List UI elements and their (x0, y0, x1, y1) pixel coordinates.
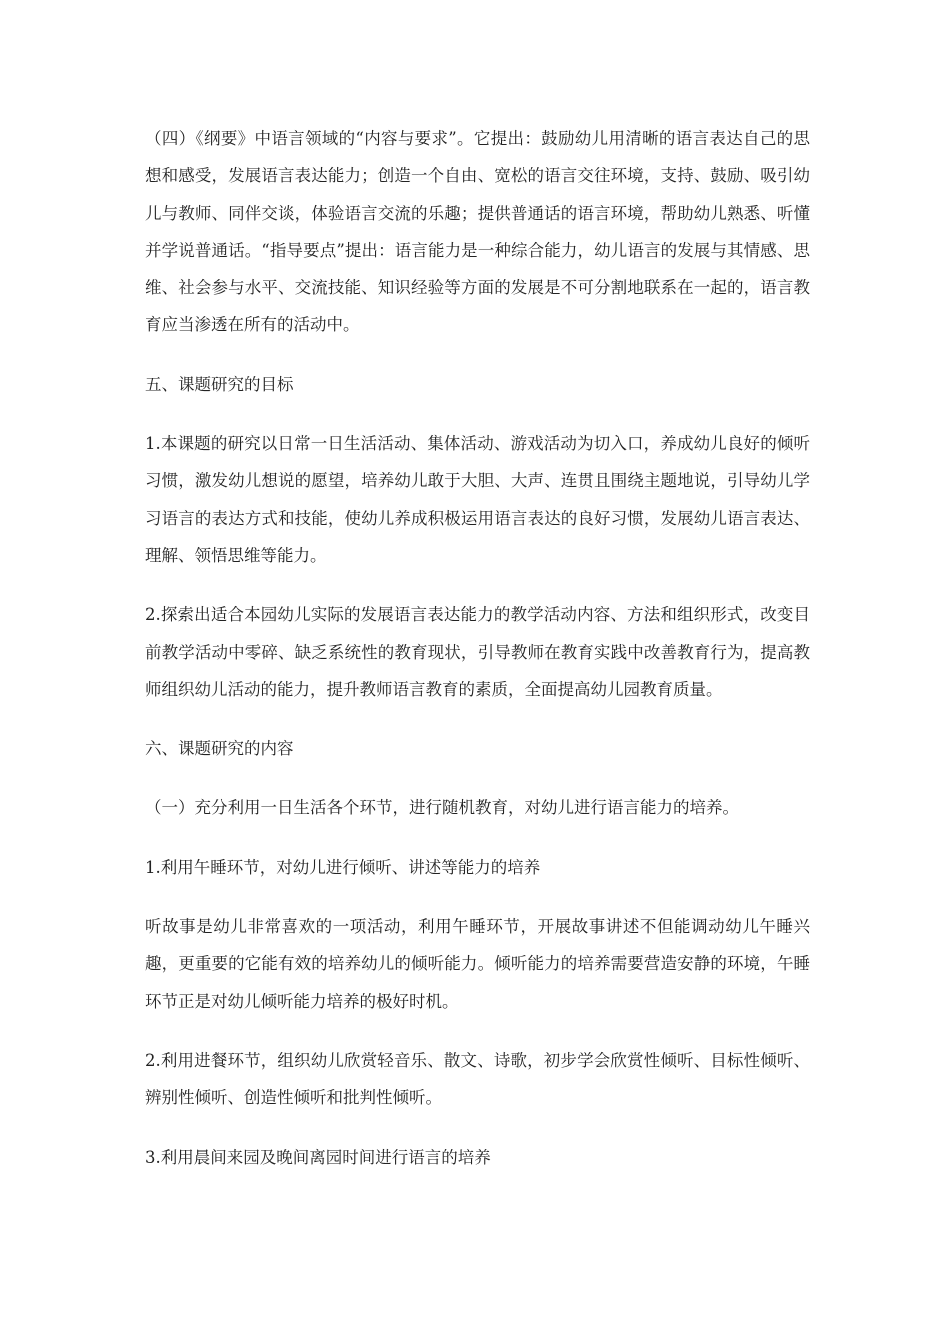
section-heading-goals: 五、课题研究的目标 (145, 374, 294, 394)
paragraph-goal-1: 1.本课题的研究以日常一日生活活动、集体活动、游戏活动为切入口，养成幼儿良好的倾听习惯，激发幼儿想说的愿望，培养幼儿敢于大胆、大声、连贯且围绕主题地说，引导幼儿学习语言的表达方式和技能，使幼儿养成积极运用语言表达的良好习惯，发展幼儿语言表达、理解、领悟思维等能力。 (145, 434, 810, 565)
item-heading-arrival-departure: 3.利用晨间来园及晚间离园时间进行语言的培养 (145, 1147, 491, 1167)
section-heading-content: 六、课题研究的内容 (145, 739, 294, 759)
document-body (145, 120, 810, 1198)
item-heading-nap: 1.利用午睡环节，对幼儿进行倾听、讲述等能力的培养 (145, 857, 541, 877)
paragraph-guideline-language: （四）《纲要》中语言领域的“内容与要求”。它提出：鼓励幼儿用清晰的语言表达自己的思想和感受，发展语言表达能力；创造一个自由、宽松的语言交往环境，支持、鼓励、吸引幼儿与教师、同伴交谈，体验语言交流的乐趣；提供普通话的语言环境，帮助幼儿熟悉、听懂并学说普通话。“指导要点”提出：语言能力是一种综合能力，幼儿语言的发展与其情感、思维、社会参与水平、交流技能、知识经验等方面的发展是不可分割地联系在一起的，语言教育应当渗透在所有的活动中。 (145, 129, 810, 335)
subsection-heading-daily-life: （一）充分利用一日生活各个环节，进行随机教育，对幼儿进行语言能力的培养。 (145, 798, 739, 818)
paragraph-goal-2: 2.探索出适合本园幼儿实际的发展语言表达能力的教学活动内容、方法和组织形式，改变目前教学活动中零碎、缺乏系统性的教育现状，引导教师在教育实践中改善教育行为，提高教师组织幼儿活动的能力，提升教师语言教育的素质，全面提高幼儿园教育质量。 (145, 605, 810, 699)
paragraph-meal-time: 2.利用进餐环节，组织幼儿欣赏轻音乐、散文、诗歌，初步学会欣赏性倾听、目标性倾听、辨别性倾听、创造性倾听和批判性倾听。 (145, 1050, 810, 1108)
paragraph-nap-stories: 听故事是幼儿非常喜欢的一项活动，利用午睡环节，开展故事讲述不但能调动幼儿午睡兴趣，更重要的它能有效的培养幼儿的倾听能力。倾听能力的培养需要营造安静的环境，午睡环节正是对幼儿倾听能力培养的极好时机。 (145, 917, 810, 1011)
